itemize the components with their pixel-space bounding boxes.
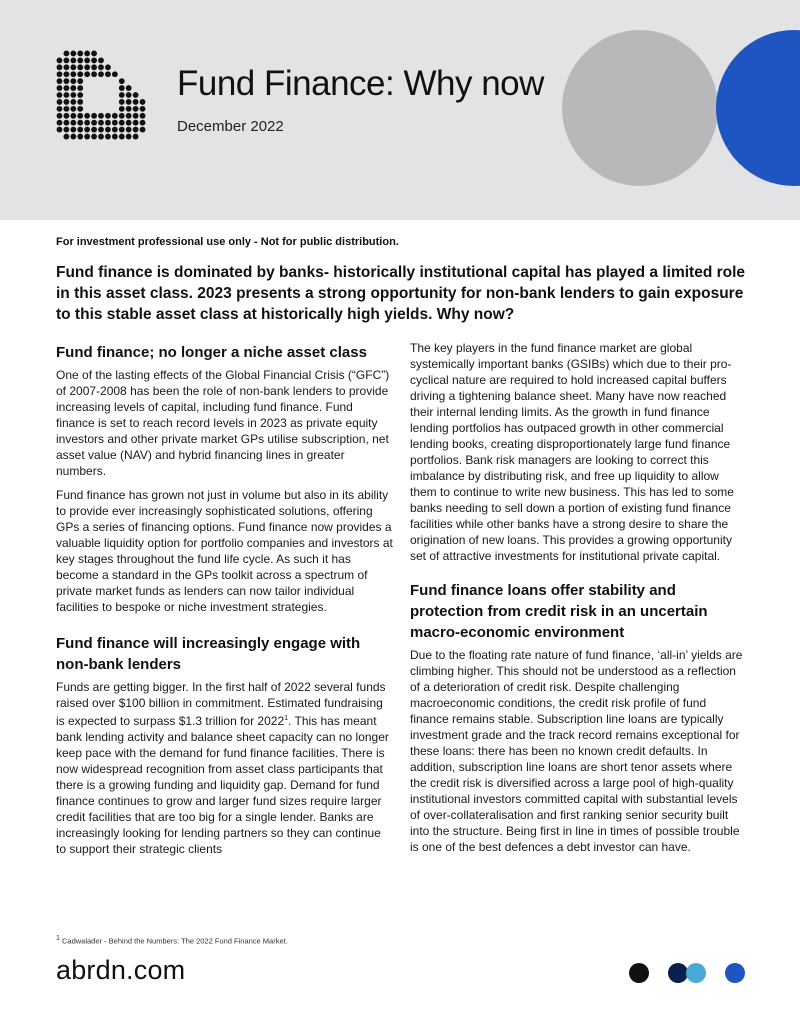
section-heading-non-bank: Fund finance will increasingly engage with non-bank lenders	[56, 635, 361, 673]
grey-circle-decoration	[562, 30, 718, 186]
publication-date: December 2022	[177, 118, 284, 135]
section-heading-niche: Fund finance; no longer a niche asset class	[56, 344, 367, 361]
section-paragraph: One of the lasting effects of the Global Financial Crisis (“GFC”) of 2007-2008 has been the role of non-bank lenders to provide increasing levels of capital, including fund finance. Fund finance is set to reach record levels in 2023 as private equity investors and other private market GPs utilise subscription, net asset value (NAV) and hybrid financing lines in greater numbers.	[56, 368, 390, 478]
footnote-reference: 1	[284, 715, 289, 722]
footnote	[56, 935, 288, 946]
black-dot-icon	[629, 963, 649, 983]
section-paragraph: Fund finance has grown not just in volume but also in its ability to provide ever increasingly sophisticated solutions, offering GPs a series of financing options. Fund finance now provides a valuable liquidity option for portfolio companies and investors at key stages throughout the fund life cycle. As such it has become a standard in the GPs toolkit across a spectrum of private market funds as lenders can now tailor individual facilities to bespoke or niche investment strategies.	[56, 488, 393, 614]
blue-dot-icon	[725, 963, 745, 983]
paragraph-text: Funds are getting bigger. In the first half of 2022 several funds raised over $100 billion in commitment. Estimated fundraising is expected to surpass $1.3 trillion for 2022	[56, 680, 386, 728]
section-heading-stability: Fund finance loans offer stability and protection from credit risk in an uncertain macro-economic environment	[410, 582, 708, 641]
disclaimer: For investment professional use only - Not for public distribution.	[56, 236, 399, 248]
website-link[interactable]: abrdn.com	[56, 955, 186, 985]
blue-circle-decoration	[716, 30, 800, 186]
footnote-marker: 1	[56, 935, 60, 942]
section-paragraph	[56, 679, 394, 857]
section-paragraph: Due to the floating rate nature of fund finance, ‘all-in’ yields are climbing higher. This should not be understood as a reflection of a deterioration of credit risk. Despite challenging macroeconomic conditions, the credit risk profile of fund finance remains stable. Subscription line loans are typically investment grade and the track record remains exceptional for these loans: there has been no known credit defaults. In addition, subscription line loans are short tenor assets where the credit risk is diversified across a large pool of high-quality institutional investors committed capital with substantial levels of over-collateralisation and first ranking senior security built into the structure. Being first in line in times of possible trouble is one of the best defences a debt investor can have.	[410, 648, 743, 854]
light-blue-dot-icon	[686, 963, 706, 983]
page-title: Fund Finance: Why now	[177, 64, 544, 103]
paragraph-text: . This has meant bank lending activity and balance sheet capacity can no longer keep pace with the demand for fund finance facilities. There is now widespread recognition from asset class participants that there is a growing funding and liquidity gap. Demand for fund finance continues to grow and larger fund sizes require larger credit facilities that are too big for a single lender. Banks are increasingly looking for lending partners so they can continue to support their strategic clients	[56, 714, 389, 856]
navy-dot-icon	[668, 963, 688, 983]
section-paragraph: The key players in the fund finance market are global systemically important banks (GSIBs) which due to their pro-cyclical nature are required to hold increased capital buffers driving a tightening balance sheet. Many have now reached their internal lending limits. As the growth in fund finance lending portfolios has outpaced growth in other commercial lending books, creating disproportionately large fund finance portfolios. Bank risk managers are looking to correct this imbalance by distributing risk, and free up liquidity to allow them to continue to write new business. This has led to some banks needing to sell down a portion of existing fund finance facilities while other banks have a strong desire to share the origination of new loans. This provides a growing opportunity set of attractive investments for institutional private capital.	[410, 341, 734, 563]
right-column	[410, 340, 748, 863]
footnote-text: Cadwalader - Behind the Numbers: The 2022 Fund Finance Market.	[59, 936, 288, 946]
left-column	[56, 342, 394, 865]
intro-paragraph: Fund finance is dominated by banks- historically institutional capital has played a limited role in this asset class. 2023 presents a strong opportunity for non-bank lenders to gain exposure to this stable asset class at historically high yields. Why now?	[56, 264, 746, 323]
abrdn-logo-icon	[56, 50, 146, 140]
header-banner	[0, 0, 800, 220]
